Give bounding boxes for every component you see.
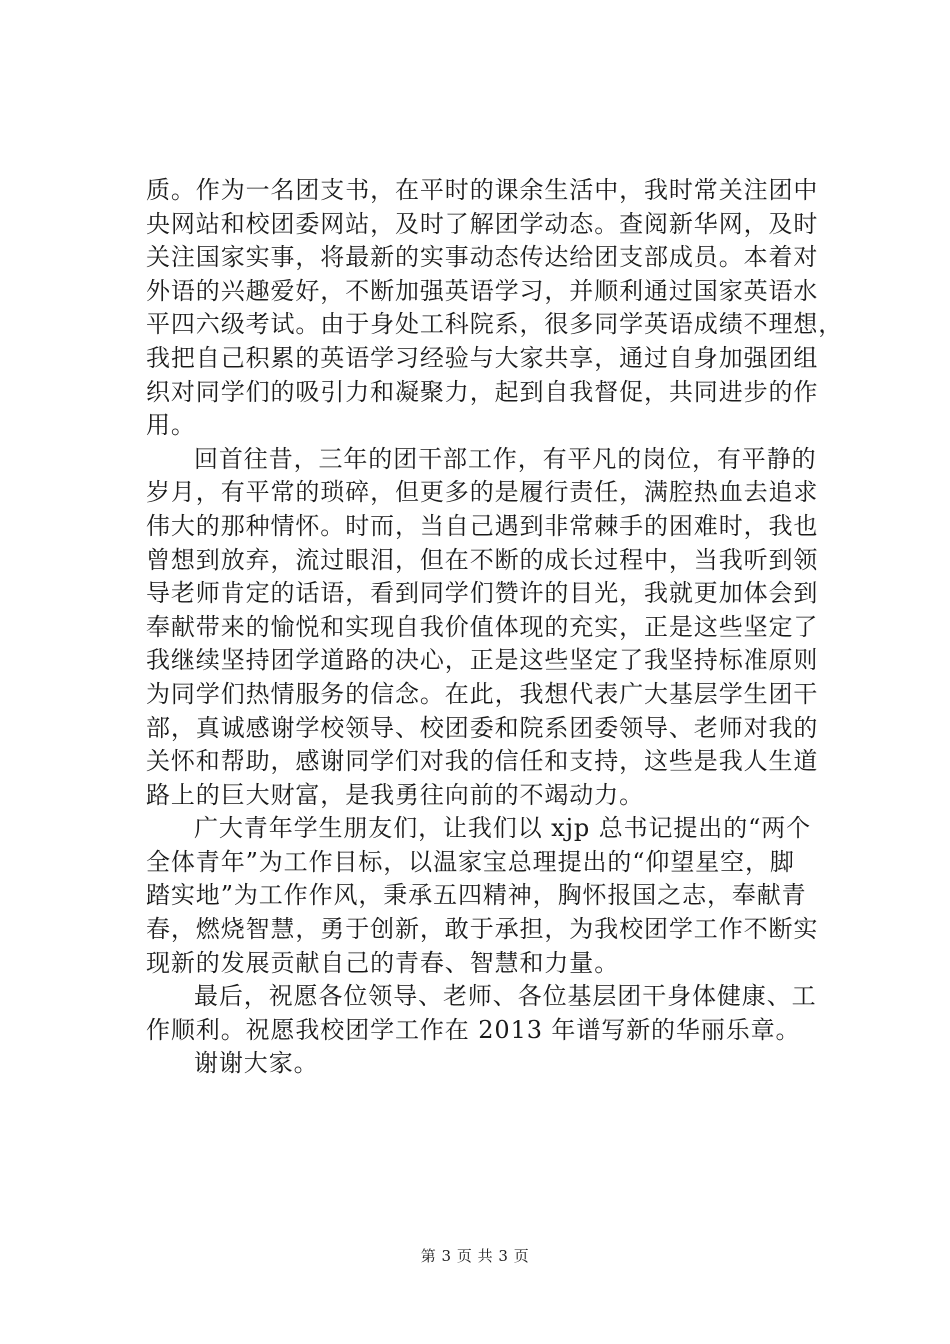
text-line: 奉献带来的愉悦和实现自我价值体现的充实，正是这些坚定了 [146,612,819,641]
paragraph [146,1047,836,1081]
paragraph [146,980,836,1047]
text-line: 现新的发展贡献自己的青春、智慧和力量。 [146,948,620,977]
text-line: 我继续坚持团学道路的决心，正是这些坚定了我坚持标准原则 [146,646,819,675]
paragraph [146,174,844,443]
text-line: 用。 [146,411,196,440]
text-line: 关注国家实事，将最新的实事动态传达给团支部成员。本着对 [146,243,819,272]
text-line: 回首往昔，三年的团干部工作，有平凡的岗位，有平静的 [194,444,817,473]
text-line: 导老师肯定的话语，看到同学们赞许的目光，我就更加体会到 [146,579,819,608]
text-line: 作顺利。祝愿我校团学工作在 2013 年谱写新的华丽乐章。 [146,1015,801,1044]
text-line: 广大青年学生朋友们，让我们以 xjp 总书记提出的“两个 [194,814,812,843]
text-line: 质。作为一名团支书，在平时的课余生活中，我时常关注团中 [146,176,819,204]
body-text [146,174,844,1081]
paragraph [146,812,836,980]
page-footer: 第 3 页 共 3 页 [420,1247,530,1265]
text-line: 踏实地”为工作作风，秉承五四精神，胸怀报国之志，奉献青 [146,881,807,910]
text-line: 曾想到放弃，流过眼泪，但在不断的成长过程中，当我听到领 [146,545,819,574]
text-line: 全体青年”为工作目标，以温家宝总理提出的“仰望星空，脚 [146,847,795,876]
text-line: 岁月，有平常的琐碎，但更多的是履行责任，满腔热血去追求 [146,478,819,507]
text-line: 我把自己积累的英语学习经验与大家共享，通过自身加强团组 [146,343,819,372]
text-line: 春，燃烧智慧，勇于创新，敢于承担，为我校团学工作不断实 [146,915,819,944]
paragraph [146,443,836,813]
text-line: 谢谢大家。 [194,1049,319,1078]
text-line: 织对同学们的吸引力和凝聚力，起到自我督促，共同进步的作 [146,377,819,406]
text-line: 伟大的那种情怀。时而，当自己遇到非常棘手的困难时，我也 [146,511,819,540]
text-line: 最后，祝愿各位领导、老师、各位基层团干身体健康、工 [194,982,817,1011]
text-line: 关怀和帮助，感谢同学们对我的信任和支持，这些是我人生道 [146,747,819,776]
text-line: 央网站和校团委网站，及时了解团学动态。查阅新华网，及时 [146,209,819,238]
text-line: 为同学们热情服务的信念。在此，我想代表广大基层学生团干 [146,679,819,708]
text-line: 平四六级考试。由于身处工科院系，很多同学英语成绩不理想， [146,310,844,339]
text-line: 部，真诚感谢学校领导、校团委和院系团委领导、老师对我的 [146,713,819,742]
text-line: 外语的兴趣爱好，不断加强英语学习，并顺利通过国家英语水 [146,276,819,305]
text-line: 路上的巨大财富，是我勇往向前的不竭动力。 [146,780,644,809]
